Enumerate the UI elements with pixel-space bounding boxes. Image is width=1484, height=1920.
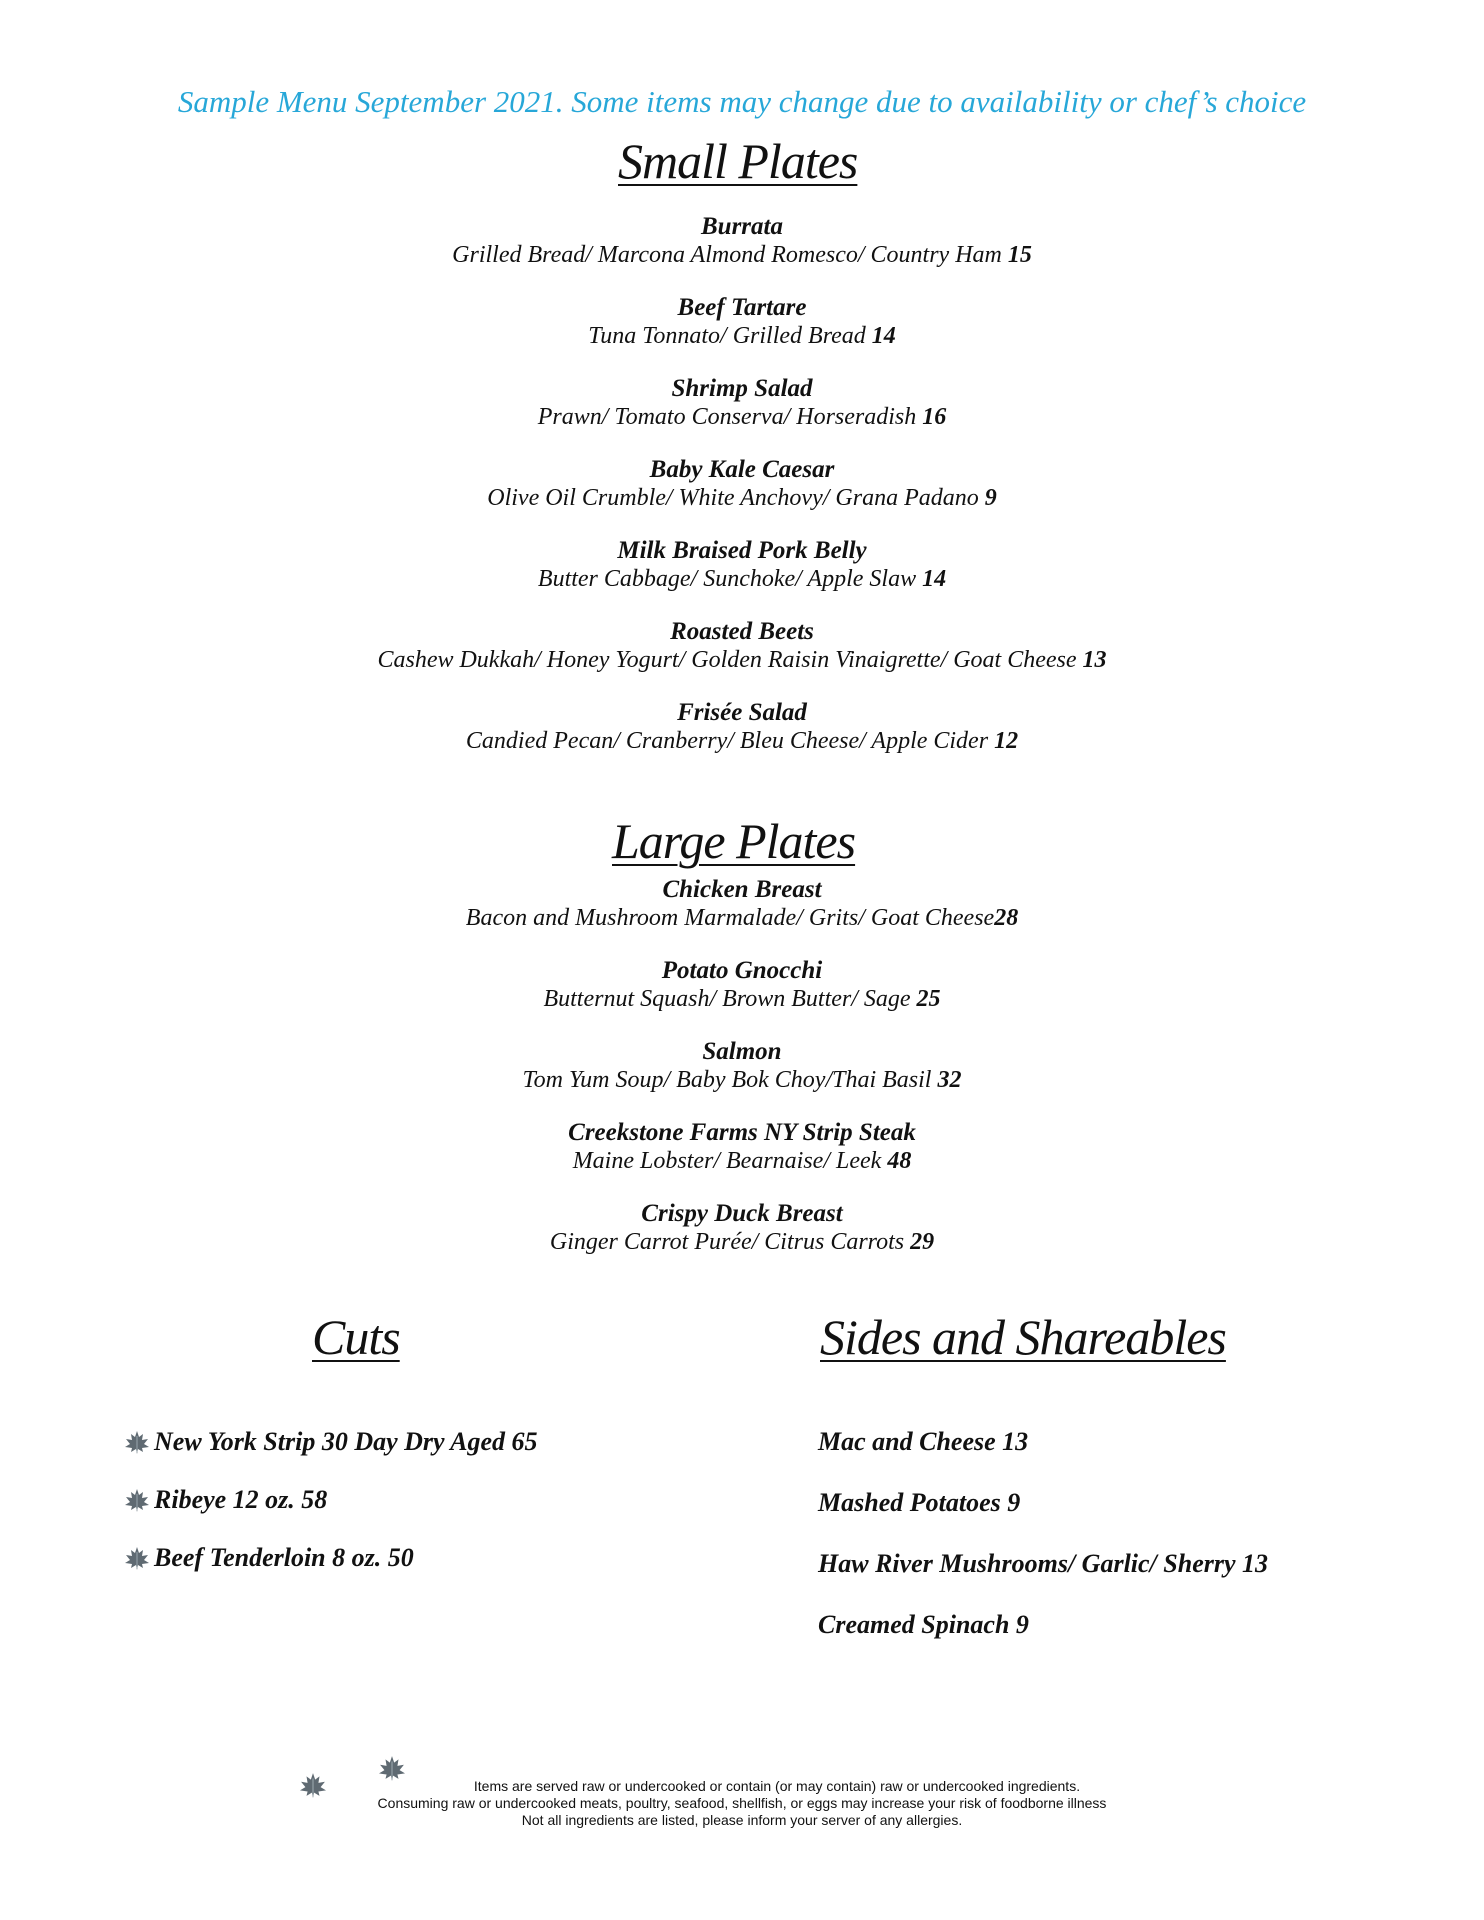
dish-roasted-beets [0, 618, 1484, 674]
dish-description: Tuna Tonnato/ Grilled Bread [588, 323, 866, 349]
leaf-icon [124, 1546, 150, 1570]
sides-heading: Sides and Shareables [820, 1309, 1226, 1365]
dish-name: Potato Gnocchi [661, 957, 823, 984]
dish-shrimp-salad [0, 375, 1484, 431]
side-item: Mac and Cheese 13 [818, 1427, 1029, 1456]
side-item: Creamed Spinach 9 [818, 1610, 1029, 1639]
dish-price: 32 [937, 1067, 962, 1093]
cuts-list [124, 1427, 538, 1573]
dish-name: Roasted Beets [670, 618, 814, 645]
dish-potato-gnocchi [0, 957, 1484, 1013]
dish-chicken-breast [0, 876, 1484, 932]
sides-list [818, 1427, 1268, 1640]
dish-description: Grilled Bread/ Marcona Almond Romesco/ Country Ham [452, 242, 1002, 268]
dish-description: Cashew Dukkah/ Honey Yogurt/ Golden Raisin Vinaigrette/ Goat Cheese [377, 647, 1077, 673]
dish-price: 9 [984, 485, 997, 511]
dish-duck-breast [0, 1200, 1484, 1256]
dish-name: Beef Tartare [677, 294, 807, 321]
dish-description: Candied Pecan/ Cranberry/ Bleu Cheese/ Apple Cider [465, 728, 989, 754]
dish-name: Burrata [701, 213, 783, 240]
cut-item [124, 1543, 538, 1573]
dish-burrata [0, 213, 1484, 269]
disclaimer-line: Consuming raw or undercooked meats, poultry, seafood, shellfish, or eggs may increase your risk of foodborne illness [377, 1795, 1107, 1811]
dish-description: Prawn/ Tomato Conserva/ Horseradish [537, 404, 917, 430]
dish-name: Salmon [702, 1038, 782, 1065]
small-plates-heading: Small Plates [618, 133, 858, 189]
side-item: Haw River Mushrooms/ Garlic/ Sherry 13 [818, 1549, 1269, 1578]
dish-description: Tom Yum Soup/ Baby Bok Choy/Thai Basil [522, 1067, 932, 1093]
leaf-icon [124, 1488, 150, 1512]
dish-name: Baby Kale Caesar [649, 456, 835, 483]
dish-name: Shrimp Salad [671, 375, 813, 402]
small-plates-list [0, 213, 1484, 755]
cut-item-label: New York Strip 30 Day Dry Aged 65 [154, 1427, 538, 1456]
dish-price: 13 [1082, 647, 1107, 673]
dish-name: Milk Braised Pork Belly [617, 537, 867, 564]
dish-price: 29 [910, 1229, 935, 1255]
dish-description: Ginger Carrot Purée/ Citrus Carrots [549, 1229, 905, 1255]
dish-price: 14 [871, 323, 896, 349]
dish-price: 16 [922, 404, 947, 430]
dish-price: 48 [887, 1148, 912, 1174]
dish-description: Butternut Squash/ Brown Butter/ Sage [543, 986, 911, 1012]
dish-price: 15 [1007, 242, 1032, 268]
dish-salmon [0, 1038, 1484, 1094]
dish-pork-belly [0, 537, 1484, 593]
large-plates-list [0, 876, 1484, 1256]
dish-name: Creekstone Farms NY Strip Steak [568, 1119, 916, 1146]
side-item: Mashed Potatoes 9 [818, 1488, 1021, 1517]
cut-item-label: Ribeye 12 oz. 58 [154, 1485, 328, 1514]
dish-name: Crispy Duck Breast [641, 1200, 843, 1227]
dish-price: 12 [994, 728, 1019, 754]
leaf-icon [124, 1430, 150, 1454]
dish-name: Chicken Breast [662, 876, 822, 903]
dish-description: Maine Lobster/ Bearnaise/ Leek [572, 1148, 882, 1174]
cut-item [124, 1427, 538, 1457]
cuts-heading: Cuts [312, 1309, 400, 1365]
dish-name: Frisée Salad [677, 699, 807, 726]
cut-item-label: Beef Tenderloin 8 oz. 50 [154, 1543, 414, 1572]
dish-price: 28 [994, 905, 1019, 931]
dish-description: Olive Oil Crumble/ White Anchovy/ Grana Padano [487, 485, 979, 511]
dish-beef-tartare [0, 294, 1484, 350]
dish-price: 14 [922, 566, 947, 592]
dish-description: Butter Cabbage/ Sunchoke/ Apple Slaw [537, 566, 917, 592]
dish-description: Bacon and Mushroom Marmalade/ Grits/ Goat Cheese [465, 905, 995, 931]
dish-baby-kale-caesar [0, 456, 1484, 512]
menu-notice: Sample Menu September 2021. Some items may change due to availability or chef’s choice [177, 84, 1307, 119]
dish-frisee-salad [0, 699, 1484, 755]
disclaimer-line: Not all ingredients are listed, please inform your server of any allergies. [521, 1812, 963, 1828]
dish-ny-strip-steak [0, 1119, 1484, 1175]
cut-item [124, 1485, 538, 1515]
dish-price: 25 [916, 986, 941, 1012]
large-plates-heading: Large Plates [612, 813, 856, 869]
disclaimer [0, 1778, 1484, 1829]
disclaimer-line: Items are served raw or undercooked or contain (or may contain) raw or undercooked ingredients. [473, 1778, 1081, 1794]
